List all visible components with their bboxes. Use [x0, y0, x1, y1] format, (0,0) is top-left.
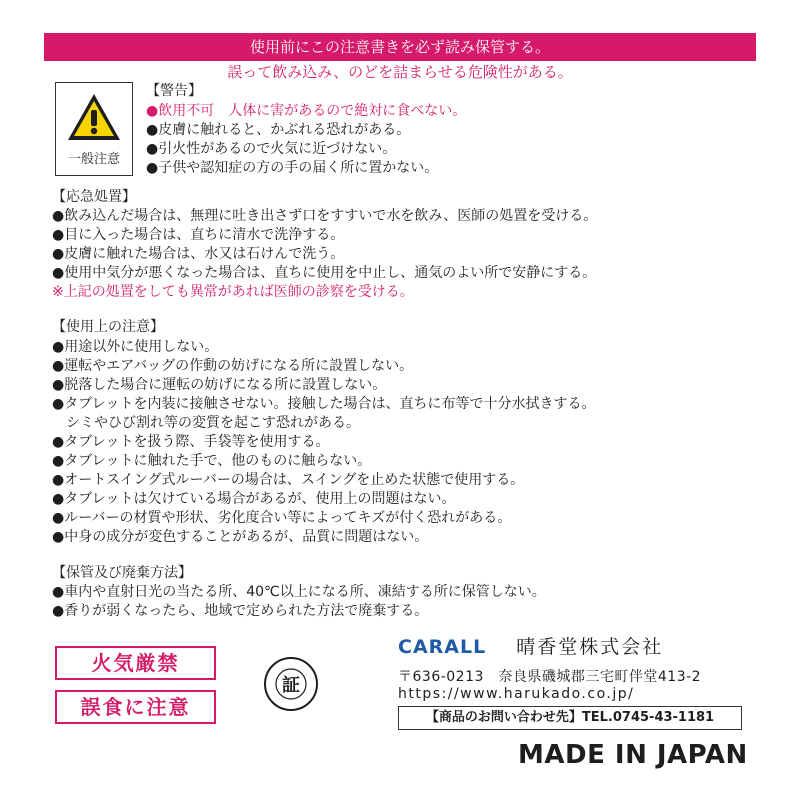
storage-line: ●香りが弱くなったら、地域で定められた方法で廃棄する。	[52, 603, 429, 619]
usage-line: ●脱落した場合に運転の妨げになる所に設置しない。	[52, 377, 387, 393]
usage-line: ●中身の成分が変色することがあるが、品質に問題はない。	[52, 529, 429, 545]
usage-line: ●タブレットを内装に接触させない。接触した場合は、直ちに布等で十分水拭きする。	[52, 396, 596, 412]
company-name: 晴香堂株式会社	[516, 636, 664, 658]
seal-center-char: 証	[282, 675, 300, 696]
usage-heading: 【使用上の注意】	[52, 319, 164, 335]
first-aid-note: ※上記の処置をしても異常があれば医師の診察を受ける。	[52, 284, 414, 300]
caution-label: 一般注意	[67, 152, 120, 167]
company-address: 〒636-0213 奈良県磯城郡三宅町伴堂413-2	[398, 669, 702, 685]
certification-seal-icon	[263, 656, 319, 712]
first-aid-line: ●皮膚に触れた場合は、水又は石けんで洗う。	[52, 246, 345, 262]
usage-line: ●タブレットは欠けている場合があるが、使用上の問題はない。	[52, 491, 456, 507]
warning-heading: 【警告】	[146, 83, 202, 99]
company-url[interactable]: https://www.harukado.co.jp/	[398, 686, 635, 702]
company-header	[398, 632, 663, 659]
choking-hazard-note: 誤って飲み込み、のどを詰まらせる危険性がある。	[227, 63, 573, 81]
usage-line: ●用途以外に使用しない。	[52, 339, 219, 355]
first-aid-line: ●使用中気分が悪くなった場合は、直ちに使用を中止し、通気のよい所で安静にする。	[52, 265, 597, 281]
fire-prohibited-badge: 火気厳禁	[55, 646, 216, 680]
contact-info-box: 【商品のお問い合わせ先】TEL.0745-43-1181	[398, 706, 742, 730]
first-aid-line: ●飲み込んだ場合は、無理に吐き出さず口をすすいで水を飲み、医師の処置を受ける。	[52, 208, 598, 224]
warning-triangle-icon	[65, 91, 123, 143]
warning-line: ●子供や認知症の方の手の届く所に置かない。	[146, 160, 439, 176]
warning-line: ●飲用不可 人体に害があるので絶対に食べない。	[146, 103, 467, 119]
warning-line: ●皮膚に触れると、かぶれる恐れがある。	[146, 122, 411, 138]
usage-line: ●タブレットに触れた手で、他のものに触らない。	[52, 453, 372, 469]
usage-line: ●タブレットを扱う際、手袋等を使用する。	[52, 434, 330, 450]
made-in-label: MADE IN JAPAN	[518, 740, 748, 770]
warning-line: ●引火性があるので火気に近づけない。	[146, 141, 397, 157]
usage-line: ●ルーバーの材質や形状、劣化度合い等によってキズが付く恐れがある。	[52, 510, 512, 526]
usage-instruction-banner: 使用前にこの注意書きを必ず読み保管する。	[44, 33, 756, 61]
brand-name: CARALL	[398, 636, 487, 658]
usage-line: ●運転やエアバッグの作動の妨げになる所に設置しない。	[52, 358, 414, 374]
storage-heading: 【保管及び廃棄方法】	[52, 565, 192, 581]
first-aid-line: ●目に入った場合は、直ちに清水で洗浄する。	[52, 227, 345, 243]
usage-line: シミやひび割れ等の変質を起こす恐れがある。	[52, 415, 360, 431]
storage-line: ●車内や直射日光の当たる所、40℃以上になる所、凍結する所に保管しない。	[52, 584, 546, 600]
ingestion-caution-badge: 誤食に注意	[55, 690, 216, 724]
first-aid-heading: 【応急処置】	[52, 189, 136, 205]
usage-line: ●オートスイング式ルーバーの場合は、スイングを止めた状態で使用する。	[52, 472, 525, 488]
general-caution-symbol	[55, 82, 133, 176]
